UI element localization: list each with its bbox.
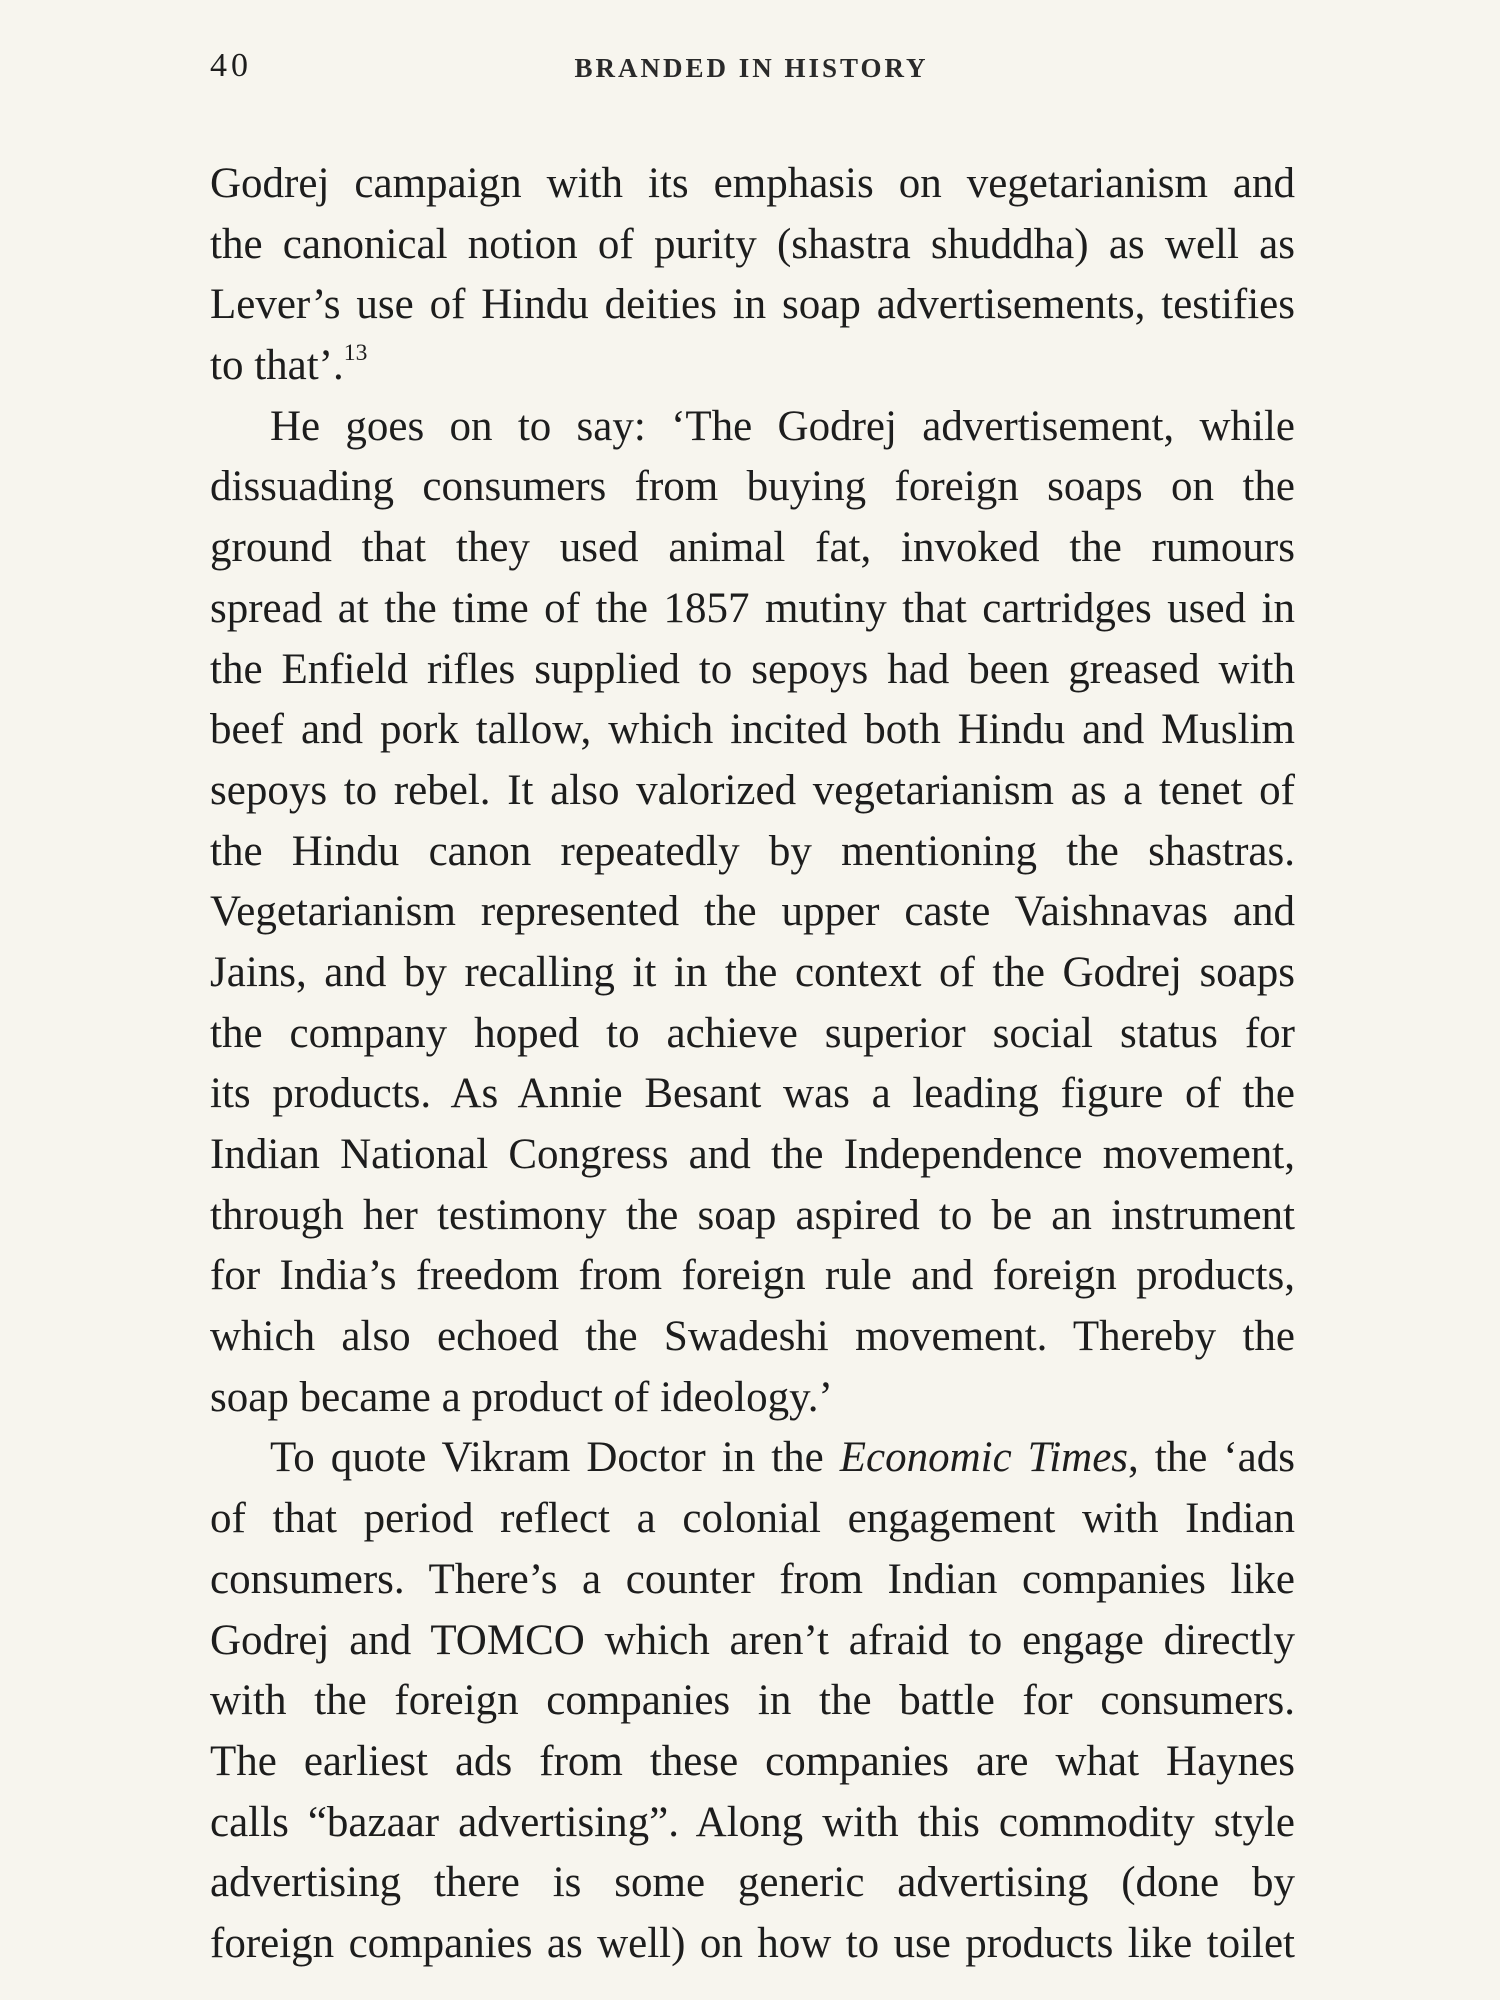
text-line: Godrej and TOMCO which aren’t afraid to engage directly	[210, 1616, 1295, 1664]
text-line: dissuading consumers from buying foreign soaps on the	[210, 463, 1295, 511]
line-text: To quote Vikram Doctor in the	[270, 1434, 840, 1482]
text-line: for India’s freedom from foreign rule and foreign products,	[210, 1252, 1295, 1300]
text-line: Lever’s use of Hindu deities in soap advertisements, testifies	[210, 281, 1295, 329]
text-line: the canonical notion of purity (shastra shuddha) as well as	[210, 220, 1295, 268]
text-line	[210, 336, 1295, 397]
text-line: through her testimony the soap aspired to be an instrument	[210, 1191, 1295, 1239]
text-line: He goes on to say: ‘The Godrej advertisement, while	[270, 402, 1295, 450]
text-line: Indian National Congress and the Independence movement,	[210, 1131, 1295, 1178]
text-line: beef and pork tallow, which incited both Hindu and Muslim	[210, 706, 1295, 754]
text-line: with the foreign companies in the battle for consumers.	[210, 1677, 1295, 1725]
text-line: the Hindu canon repeatedly by mentioning the shastras.	[210, 827, 1295, 875]
paragraph	[210, 154, 1295, 397]
page-number: 40	[210, 47, 252, 84]
text-line: spread at the time of the 1857 mutiny that cartridges used in	[210, 584, 1295, 632]
text-line: ground that they used animal fat, invoked the rumours	[210, 524, 1295, 572]
text-line: The earliest ads from these companies are what Haynes	[210, 1737, 1295, 1785]
body-text	[210, 154, 1295, 1975]
text-line: of that period reflect a colonial engagement with Indian	[210, 1495, 1295, 1543]
text-line: Vegetarianism represented the upper caste Vaishnavas and	[210, 888, 1295, 936]
italic-title: Economic Times	[839, 1434, 1129, 1482]
text-line: Jains, and by recalling it in the context of the Godrej soaps	[210, 948, 1295, 996]
text-line: which also echoed the Swadeshi movement. Thereby the	[210, 1313, 1295, 1361]
text-line: advertising there is some generic advertising (done by	[210, 1859, 1295, 1907]
line-text: to that’.	[210, 342, 344, 390]
text-line: soap became a product of ideology.’	[210, 1373, 833, 1421]
text-line: foreign companies as well) on how to use products like toilet	[210, 1919, 1295, 1967]
paragraph	[210, 397, 1295, 1429]
running-head: BRANDED IN HISTORY	[574, 53, 929, 83]
text-line: Godrej campaign with its emphasis on vegetarianism and	[210, 160, 1295, 207]
text-line	[210, 1428, 1295, 1489]
footnote-reference: 13	[343, 340, 368, 367]
text-line: sepoys to rebel. It also valorized vegetarianism as a tenet of	[210, 766, 1295, 814]
text-line: its products. As Annie Besant was a leading figure of the	[210, 1070, 1295, 1118]
text-line: the Enfield rifles supplied to sepoys had been greased with	[210, 645, 1295, 693]
text-line: calls “bazaar advertising”. Along with this commodity style	[210, 1798, 1295, 1846]
text-line: consumers. There’s a counter from Indian companies like	[210, 1555, 1295, 1603]
text-line: the company hoped to achieve superior social status for	[210, 1009, 1295, 1057]
paragraph	[210, 1428, 1295, 1974]
line-text: , the ‘ads	[1128, 1434, 1295, 1482]
